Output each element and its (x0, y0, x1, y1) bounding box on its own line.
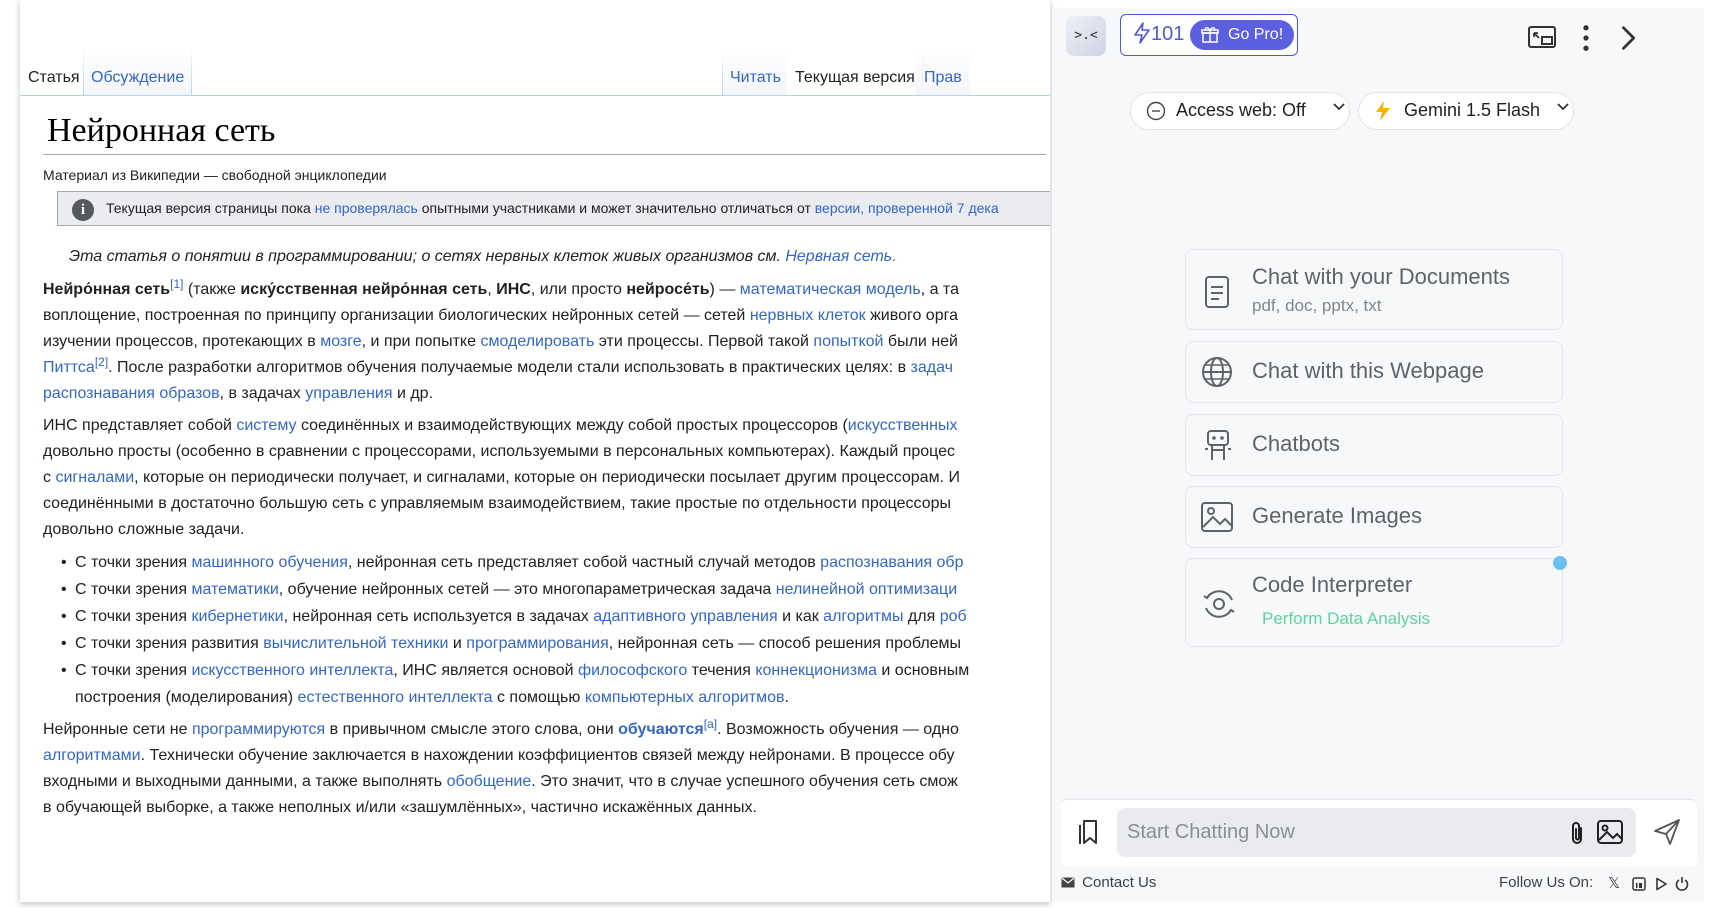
link-signals[interactable]: сигналами (55, 469, 135, 486)
code-interpreter-card[interactable]: Code Interpreter Perform Data Analysis (1185, 558, 1563, 647)
document-icon (1203, 275, 1231, 309)
link-connectionism[interactable]: коннекционизма (755, 662, 877, 679)
model-selector[interactable]: Gemini 1.5 Flash (1358, 92, 1574, 130)
lightning-icon (1133, 22, 1151, 44)
link-nerve-cells[interactable]: нервных клеток (749, 307, 866, 324)
list-item: • С точки зрения математики, обучение нейронных сетей — это многопараметрическая задача нелинейной оптимизаци (55, 576, 969, 603)
send-icon[interactable] (1652, 817, 1682, 847)
list-item: • С точки зрения кибернетики, нейронная сеть используется в задачах адаптивного управления и как алгоритмы для роб (55, 603, 969, 630)
link-philosophical[interactable]: философского (578, 662, 688, 679)
gift-icon (1201, 26, 1219, 44)
link-artificial[interactable]: искусственных (847, 417, 958, 434)
app-logo[interactable]: >.< (1066, 16, 1106, 56)
link-natural-intelligence[interactable]: естественного интеллекта (297, 689, 493, 706)
link-control[interactable]: управления (305, 385, 393, 402)
list-item: • С точки зрения развития вычислительной техники и программирования, нейронная сеть — способ решения проблемы (55, 630, 969, 657)
paragraph-2: ИНС представляет собой систему соединённых и взаимодействующих между собой простых процессоров (искусственных довольно просты (особенно в сравнении с процессорами, используемыми в персональных компьютерах). Каждый процес с сигналами, которые он периодически получает, и сигналами, которые он периодически посылает другим процессорам. И соединёнными в достаточно большую сеть с управляемым взаимодействием, такие простые по отдельности процессоры довольно сложные задачи. (43, 417, 960, 538)
tab-divider (20, 95, 1050, 96)
link-computing[interactable]: вычислительной техники (263, 635, 449, 652)
contact-us-link[interactable]: Contact Us (1061, 874, 1156, 891)
image-upload-icon[interactable] (1596, 818, 1624, 846)
youtube-icon[interactable] (1654, 877, 1668, 891)
linkedin-icon[interactable] (1632, 877, 1646, 891)
bookmark-icon[interactable] (1077, 818, 1103, 846)
link-generalization[interactable]: обобщение (446, 773, 532, 790)
title-divider (43, 154, 1046, 155)
mail-icon (1061, 877, 1075, 888)
list-item-continuation: построения (моделирования) естественного интеллекта с помощью компьютерных алгоритмов. (75, 689, 789, 706)
go-pro-button[interactable]: Go Pro! (1190, 20, 1294, 50)
ref-a[interactable]: [a] (703, 717, 718, 731)
link-algorithms[interactable]: алгоритмы (823, 608, 904, 625)
credits-box[interactable] (1120, 14, 1298, 56)
robot-icon (1202, 428, 1234, 462)
link-nonlinear-optimization[interactable]: нелинейной оптимизаци (775, 581, 958, 598)
ref-2[interactable]: [2] (94, 355, 109, 369)
power-icon[interactable] (1675, 876, 1689, 892)
page-title: Нейронная сеть (47, 112, 276, 149)
paragraph-3: Нейронные сети не программируются в привычном смысле этого слова, они обучаются[a]. Возможность обучения — одно алгоритмами. Технически обучение заключается в нахождении коэффициентов связей между нейронами. В процессе обу входными и выходными данными, а также выполнять обобщение. Это значит, что в случае успешного обучения сеть смож в обучающей выборке, а также неполных и/или «зашумлённых», частично искажённых данных. (43, 717, 959, 816)
globe-icon (1200, 355, 1234, 389)
page-subtitle: Материал из Википедии — свободной энциклопедии (43, 167, 387, 183)
more-vertical-icon[interactable] (1570, 22, 1602, 54)
link-reviewed-version[interactable]: версии, проверенной 7 дека (814, 200, 999, 216)
link-programming[interactable]: программирования (466, 635, 609, 652)
link-adaptive-control[interactable]: адаптивного управления (593, 608, 778, 625)
tab-current-version[interactable]: Текущая версия (787, 48, 923, 96)
notification-dot (1553, 556, 1567, 570)
follow-label: Follow Us On: (1499, 874, 1594, 891)
paperclip-icon[interactable] (1567, 820, 1587, 846)
link-robotics[interactable]: роб (939, 608, 967, 625)
chatbots-card[interactable]: Chatbots (1185, 414, 1563, 476)
link-nervous-network[interactable]: Нервная сеть. (785, 248, 897, 265)
lightning-icon (1375, 101, 1391, 121)
link-machine-learning[interactable]: машинного обучения (191, 554, 348, 571)
x-icon[interactable]: 𝕏 (1608, 875, 1621, 892)
link-pitts[interactable]: Питтса (43, 359, 95, 376)
tab-talk[interactable]: Обсуждение (83, 48, 192, 96)
link-recognition[interactable]: распознавания обр (820, 554, 964, 571)
chat-documents-card[interactable]: Chat with your Documents pdf, doc, pptx, txt (1185, 249, 1563, 330)
link-not-reviewed[interactable]: не проверялась (314, 200, 418, 216)
link-ai[interactable]: искусственного интеллекта (191, 662, 394, 679)
link-tasks[interactable]: задач (910, 359, 953, 376)
minus-circle-icon (1146, 101, 1166, 121)
tab-read[interactable]: Читать (722, 48, 789, 96)
eye-cycle-icon (1202, 587, 1236, 621)
image-icon (1200, 500, 1234, 534)
chevron-right-icon[interactable] (1612, 22, 1644, 54)
access-web-toggle[interactable]: Access web: Off (1130, 92, 1350, 130)
link-trained[interactable]: обучаются (618, 721, 704, 738)
link-pattern-recognition[interactable]: распознавания образов (43, 385, 220, 402)
link-cybernetics[interactable]: кибернетики (191, 608, 284, 625)
paragraph-1: Нейро́нная сеть[1] (также иску́сственная нейро́нная сеть, ИНС, или просто нейросе́ть) — математическая модель, а та воплощение, построенная по принципу организации биологических нейронных сетей — сетей нервных клеток живого орга изучении процессов, протекающих в мозге, и при попытке смоделировать эти процессы. Первой такой попыткой были ней Питтса[2]. После разработки алгоритмов обучения получаемые модели стали использовать в практических целях: в задач распознавания образов, в задачах управления и др. (43, 277, 959, 402)
link-simulate[interactable]: смоделировать (480, 333, 595, 350)
link-attempt[interactable]: попыткой (813, 333, 884, 350)
chat-webpage-card[interactable]: Chat with this Webpage (1185, 341, 1563, 403)
link-system[interactable]: систему (236, 417, 297, 434)
link-algorithms-2[interactable]: алгоритмами (43, 747, 141, 764)
link-computer-algorithms[interactable]: компьютерных алгоритмов (584, 689, 785, 706)
generate-images-card[interactable]: Generate Images (1185, 486, 1563, 548)
link-mathematics[interactable]: математики (191, 581, 279, 598)
wiki-tabs (20, 48, 1050, 96)
list-item: • С точки зрения искусственного интеллекта, ИНС является основой философского течения коннекционизма и основным (55, 657, 969, 684)
link-math-model[interactable]: математическая модель (739, 281, 921, 298)
version-notice: i Текущая версия страницы пока не проверялась опытными участниками и может значительно отличаться от версии, проверенной 7 дека (57, 191, 1050, 226)
tab-article[interactable]: Статья (20, 48, 88, 96)
link-brain[interactable]: мозге (320, 333, 362, 350)
link-programmed[interactable]: программируются (191, 721, 326, 738)
info-icon: i (72, 199, 94, 221)
bullet-list (55, 549, 969, 711)
credits-count: 101 (1151, 23, 1185, 45)
sidebar-footer (1061, 874, 1696, 898)
ref-1[interactable]: [1] (170, 277, 184, 291)
hatnote: Эта статья о понятии в программировании; о сетях нервных клеток живых организмов см. Нервная сеть. (69, 248, 897, 265)
chat-input[interactable] (1117, 808, 1636, 857)
picture-in-picture-icon[interactable] (1526, 22, 1558, 54)
tab-edit[interactable]: Прав (916, 48, 970, 96)
list-item: • С точки зрения машинного обучения, нейронная сеть представляет собой частный случай методов распознавания обр (55, 549, 969, 576)
wikipedia-page (20, 0, 1050, 902)
